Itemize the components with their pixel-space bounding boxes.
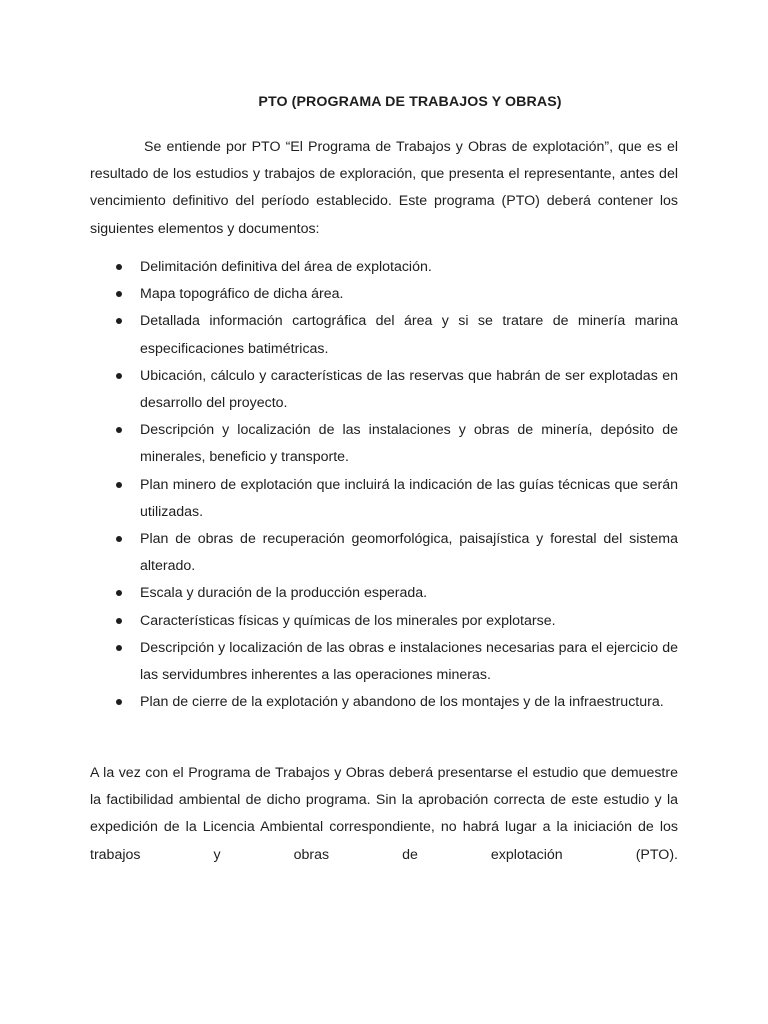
list-item [90, 635, 678, 689]
list-item-text: Descripción y localización de las obras e instalaciones necesarias para el ejercicio de las servidumbres inherentes a las operaciones mineras. [140, 639, 678, 684]
list-item [90, 308, 678, 362]
intro-paragraph: Se entiende por PTO “El Programa de Trabajos y Obras de explotación”, que es el resultado de los estudios y trabajos de exploración, que presenta el representante, antes del vencimiento definitivo del período establecido. Este programa (PTO) deberá contener los siguientes elementos y documentos: [90, 139, 678, 237]
list-item-text: Características físicas y químicas de los minerales por explotarse. [140, 612, 556, 629]
list-item [90, 689, 678, 716]
list-item [90, 526, 678, 580]
bullet-icon [116, 318, 122, 324]
list-item-text: Plan minero de explotación que incluirá la indicación de las guías técnicas que serán utilizadas. [140, 476, 678, 520]
list-item [90, 281, 678, 308]
list-item-text: Mapa topográfico de dicha área. [140, 286, 344, 303]
bullet-icon [116, 590, 122, 596]
list-item-text: Plan de obras de recuperación geomorfológica, paisajística y forestal del sistema alterado. [140, 531, 678, 575]
bullet-icon [116, 699, 122, 705]
bullet-icon [116, 618, 122, 624]
bullet-icon [116, 291, 122, 297]
bullet-icon [116, 264, 122, 270]
list-item [90, 254, 678, 281]
list-item-text: Plan de cierre de la explotación y abandono de los montajes y de la infraestructura. [140, 694, 664, 711]
list-item-text: Escala y duración de la producción esperada. [140, 585, 428, 602]
list-item-text: Delimitación definitiva del área de explotación. [140, 259, 432, 275]
list-item-text: Descripción y localización de las instalaciones y obras de minería, depósito de minerales, beneficio y transporte. [140, 422, 678, 466]
bullet-icon [116, 373, 122, 379]
bullet-icon [116, 645, 122, 651]
list-item [90, 580, 678, 607]
document-title: PTO (PROGRAMA DE TRABAJOS Y OBRAS) [258, 94, 562, 110]
list-item [90, 472, 678, 526]
closing-paragraph: A la vez con el Programa de Trabajos y Obras deberá presentarse el estudio que demuestre la factibilidad ambiental de dicho programa. Sin la aprobación correcta de este estudio y la expedición de la Licencia Ambiental correspondiente, no habrá lugar a la iniciación de los trabajos y obras de explotación (PTO). [90, 765, 678, 863]
requirements-list [90, 254, 678, 716]
list-item [90, 363, 678, 417]
list-item [90, 608, 678, 635]
list-item-text: Detallada información cartográfica del área y si se tratare de minería marina especificaciones batimétricas. [140, 313, 678, 357]
bullet-icon [116, 427, 122, 433]
list-item [90, 417, 678, 471]
list-item-text: Ubicación, cálculo y características de las reservas que habrán de ser explotadas en desarrollo del proyecto. [140, 367, 678, 412]
bullet-icon [116, 536, 122, 542]
bullet-icon [116, 482, 122, 488]
